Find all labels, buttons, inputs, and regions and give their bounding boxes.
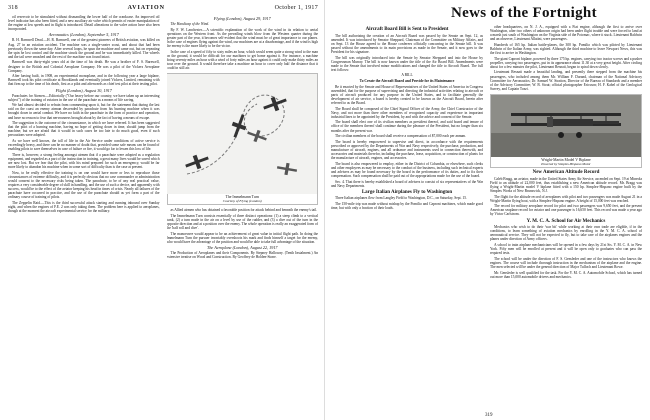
page-header: [8, 5, 318, 15]
paragraph: We had almost decided to refrain from commenting upon it, but for the statement that during the last raid on the coast an enemy airman descended by parachute from his burning machine when it was brought down in aerial combat. We have no faith in the parachute in the form of practice and operation, and have no reason to fear that nervousness brought about by the fact of having a means of escape.: [8, 103, 160, 120]
paragraph: The suggestion is the outcome of the circumstance, in which we have referred. It has been suggested that the pilot of a burning machine, having no hope of getting down in time, should jump from the machine; but we are afraid that it would in such cases be too late to do much good, even if such precautions were adopted.: [8, 121, 160, 138]
paragraph: Be it enacted by the Senate and House of Representatives of the United States of America in Congress assembled, that for the purpose of supervising and directing the industrial activities relating to aircraft or parts of aircraft produced for any purpose in the United States, and to facilitate generally the development of air service, a board is hereby created to be known as the Aircraft Board, herein after referred to as the Board.: [331, 84, 483, 105]
bill-title: To Create the Aircraft Board and Provide for its Maintenance: [359, 79, 455, 84]
paragraph: The giant Caproni biplane, powered by three 175 hp. engines, carrying two tractor screws and a pusher propeller, carrying two passengers, put in its appearance about 11.30 at a very great height. After circling about for a few minutes the pilot, Lieutenant Resnati, began to spiral down slowly.: [490, 56, 642, 69]
figure-caption-title: Wright-Martin Model V Biplane: [541, 157, 591, 162]
article-heading: New American Altitude Record: [532, 170, 600, 176]
journal-title: AVIATION: [127, 5, 166, 11]
paragraph: The bill authorizing the creation of an Aircraft Board was passed by the Senate on Sept. 12, as amended. It was introduced by Senator Sheppard, Chairman of the Committee on Military Affairs, and on Sept. 13 the House agreed to the House conferees officially concurring in the Senate bill. It was passed without the amendments to its main provisions as made in the Senate, and it now goes to the President for his signature.: [331, 33, 483, 54]
paragraph: After having built, in 1908, an experimental monoplane, and in the following year a large biplane, Barnwell took his pilot certificate at Brooklands and eventually joined Vickers, Limited, remaining with that firm up to the time of his death, first as a pilot and afterwards as chief test pilot at their testing pilot.: [8, 74, 160, 87]
paragraph: The civilian members of the board shall receive a compensation of $7,000 each per annum.: [335, 134, 467, 139]
figure-caption-credit: Courtesy of Flying (London): [222, 199, 262, 204]
section-heading: Aeronautics (London), September 5, 1917: [48, 32, 119, 38]
paragraph: Three Italian airplanes flew from Langley Field to Washington, D.C., on Saturday, Sept. 15.: [335, 196, 467, 201]
paragraph: Lieutenant Resnati made a beautiful landing, and presently there stepped from the machine his passengers, who included among them Mr. William F. Durand, chairman of the National Advisory Committee for Aeronautics; Dr. Samuel W. Stratton, Director of the Bureau of Standards and a member of the Advisory Committee; W. B. Stout; official photographer Ericsson; H. F. Kabel of the Geological Survey, and Captain Tozzi.: [490, 70, 642, 91]
paragraph: The Immelmann Turn consists essentially of three distinct operations: (1) a steep climb to a vertical bank, (2) a turn made in the air on a level by use of the rudder, and (3) a dive out of the turn in the opposite direction and at a position over the enemy. The whole operation is really an exaggerated form of the 'half roll and dive'.: [166, 213, 318, 231]
paragraph: R. H. Barnwell Dead.—H. R. Barnwell, one of the greatest pioneers of British aviation, was killed on Aug. 27 in an aviation accident. The machine was a single-seater scout, and about that had been previously flown the same day. After several loops, he spun the machine and came out, but on repeating the spin he lost control and the machine struck the ground and he was immediately killed. The wheels and the tail were smashed and the rest of the machine was found intact.: [8, 38, 160, 59]
subheading: The Handicap of the Wind.: [170, 22, 210, 27]
page-number: 319: [485, 413, 493, 418]
immelmann-turn-illustration: [167, 74, 317, 194]
section-masthead: News of the Fortnight: [451, 5, 597, 21]
bill-label: A BILL: [401, 73, 413, 78]
paragraph: The Zeppelin Raid.—This is the third successful attack starting and running inbound over Sunday night, and when the engines of F.E. 2 was only taking them. The problem here is applied to aeroplanes, though at the moment the aircraft experimental service for the military.: [8, 200, 160, 214]
paragraph: oil reservoir to be stimulated without dismantling the lower half of the crankcase. An improved oil level indicator has also been fitted, and a new auxiliary air valve which permits of easier manipulation of the engine at low speeds and in flight is introduced. Detail alterations to the valve action have also been incorporated.: [8, 15, 160, 32]
article-heading: Y. M. C. A. School for Air Mechanics: [526, 218, 606, 224]
section-heading: Flying (London), August 29, 1917: [213, 16, 271, 21]
paragraph: Barnwell was thirty-eight years old at the time of his death. He was a brother of F. S. Barnwell, designer to the British and Colonial Aeroplane Company. He was a pilot of the Vickers Aeroplane Company.: [8, 60, 160, 73]
section-heading: The Aeroplane (London), August 22, 1917: [206, 245, 278, 251]
figure-caption-credit: Powered by Simplex-Hispano Motor: [541, 162, 591, 166]
right-column-1: [331, 25, 483, 280]
biplane-photo-figure: [490, 94, 642, 168]
section-heading: Flight (London), August 30, 1917: [55, 87, 112, 93]
paragraph: as Allied airmen who has obtained a favorable position for attack behind and beneath the enemy's tail.: [170, 208, 318, 213]
article-heading: Large Italian Airplanes Fly to Washington: [361, 189, 453, 195]
right-column-2: [490, 25, 642, 280]
paragraph: A school to train airplane mechanicians will be opened in a few days by 21st Sts. Y. M. C. A. in New York. Fifty men will be enrolled at present and it will be open only to graduates who can pass the required tests.: [490, 243, 642, 256]
left-column-2: [167, 15, 319, 261]
paragraph: The school will be under the direction of F. S. Gensleder and one of the instructors who knows the engines. The course will include thorough instruction in the mechanism of the airplane and the engine. The men selected will be under the general direction of Major Tulloch and Lieutenant Rowe.: [490, 256, 642, 269]
paragraph: Mr. Gensleder is well qualified for the task. For the Y. M. C. A. Automobile School, which has turned out more than 15,000 automobile drivers and mechanics.: [490, 270, 642, 279]
paragraph: The board is hereby empowered to supervise and direct, in accordance with the requirements prescribed or approved by the Departments of War and Navy respectively, the purchase, production, and manufacture of aircraft, engines, and all ordnance and instruments used in connection therewith, and accessories and materials therefor, including the purchase, lease, acquisition, or construction of plants for the manufacture of aircraft, engines, and accessories.: [331, 139, 483, 161]
paragraph: The board shall elect one of its civilian members as president thereof, and said board and tenure of office of the members thereof shall continue during the pleasure of the President, but no longer than six months after the present war.: [331, 120, 483, 133]
right-page: [325, 0, 650, 420]
paragraph: The Production of Aeroplanes and their Components. By Stepney Halloway. (Tenth Instalment.) An extensive treatise on Wood and Construction. By Geoffrey de Holden-Stone.: [166, 251, 318, 260]
figure-caption: [223, 194, 262, 204]
immelmann-turn-figure: [167, 73, 319, 205]
paragraph: [167, 22, 319, 26]
issue-date: October 1, 1917: [274, 5, 318, 11]
figure-caption-title: The Immelmann Turn: [225, 195, 259, 200]
paragraph: Mechanics who wish to do their 'war bit' while working at their own trade are eligible, if in the conditions, to learn something of aviation mechanics by enrolling in the Y. M. C. A. school of aeronautical service. They will not be expected to fly, but to take care of the airplanes engines and the planes under direction of Army officers.: [490, 225, 642, 242]
paragraph: Parachutes for Airmen.—Editorially ("Our heavy before our country, we have taken up an interesting subject") of the training of aviators in the use of the parachute as a means of life saving.: [8, 93, 160, 102]
page-number: 318: [8, 5, 18, 11]
paragraph: Sec. 4. That there is hereby established a board of advisers to consist of six representatives of the War and Navy Departments.: [331, 179, 483, 188]
paragraph: The 150-mile trip was made without mishap by the Pomilio and Caproni machines, which made good time, but with only a fraction of their loads.: [331, 201, 483, 211]
paragraph: The record for military aeroplane record for pilot and two passengers was 9,650 feet, and the present American seaplane record for aviator and one passenger is 16,650 feet. This record was made a year ago by Victor Carlstrom.: [490, 204, 642, 217]
paragraph: Hundreds of 165 hp. Italian battle-planes, the 300 hp. Pomilio which was piloted by Lieutenant Baldwin of the Italian Army, was sighted. Although the third machine to leave Newport News, this was the first to arrive in Washington.: [490, 42, 642, 56]
paragraph: The flight for the altitude record of aeroplanes with pilot and two passengers was made August 21 in a Wright-Martin flying boat, with a Simplex-Hispano engine. A height of 15,000 feet was reached.: [490, 194, 642, 203]
paragraph: other headquarters, on N. J. A., equipped with a Fiat engine, although the first to arrive over Washington, after two others of unknown origin had been under flight trouble and were forced to land at a marsh just south of Washington on the Virginia side of the Potomac, where it stuck. Lieutenant Baldwin and an observer, Lieutenant Allatini, were passengers.: [490, 25, 642, 42]
article-heading: Aircraft Board Bill is Sent to President: [365, 27, 449, 32]
paragraph: The Board shall be composed of the Chief Signal Officer of the Army, the Chief Constructor of the Navy, and not more than three other members of recognized capacity and experience in important industrial lines to be appointed by the President, by and with the advice and consent of the Senate.: [331, 106, 483, 119]
left-column-1: [8, 15, 160, 261]
paragraph: Caleb Bragg, an aviator, made in the United States Army Air Service, ascended on Sept. 19 at Mineola Field to an altitude of 22,000 feet, thus establishing a new American altitude record. Mr. Bragg was flying a Wright-Martin model V biplane fitted with a 150 hp. Simplex-Hispano engine built by the Simplex Works of New Brunswick, N.J.: [490, 176, 642, 193]
biplane-photo: [491, 95, 641, 157]
paragraph: Now, to be really effective the training is on one would have more or less to reproduce those circumstances of extreme difficulty, and it is perfectly obvious that no case commander or administration would consent to the necessary risks being taken. The parachute, to be of any real practical value, requires a very considerable degree of skill in handling, and the use of such a device, and apparently with success, would be to the effect of the aviator keeping his head in times of crisis. Nearly all failures of the parachute have occurred in practice, and the use of the parachute should as yet form a part of the ordinary course of training of pilots.: [8, 170, 160, 200]
paragraph: In the case of a speed of fifty to sixty miles an hour, which would seem quite a strong wind to the man on the ground, it would be difficult for our machines to get home against it. For instance, a machine doing seventy miles an hour with a wind of forty miles an hour against it could only make thirty miles an hour over the ground. It would therefore take a machine an hour to cover only half the distance that it could in still air.: [166, 49, 318, 71]
figure-caption: [541, 157, 591, 167]
paragraph: By F. W. Lanchester.—A scientific explanation of the work of the wind in its relation to aerial operations on the Western front. As the prevailing winds blow from the Western quarter during the greater part of the year, it becomes self-evident that the wind must be of great importance to our planes. In the case of engines flying against the wind, our machines are at a disadvantage, and if the wind is high the enemy is the more likely to be the victor.: [166, 27, 318, 49]
paragraph: The board is also empowered to employ, either in the District of Columbia, or elsewhere, such clerks and other employees as may be necessary to the conduct of the business, including such technical experts and advisers as may be found necessary by the board in the performance of its duties, and to fix their compensation. Such compensation shall be paid out of the appropriations made for the use of the board.: [331, 161, 483, 178]
paragraph: The bill was originally introduced into the Senate by Senator Sheppard and into the House by Congressman Murray. The bill is now known under the title of the Air Board Bill. Amendments were made to the Senate that involved minor modifications and changed the title to Aircraft Board. The full text follows:: [331, 55, 483, 72]
paragraph: As we have well known, the toll of life in the Air Service under conditions of active service is exceedingly heavy, and there can be no manner of doubt that, provided some safe means can be found of enabling pilots to save themselves in case of failure or fire, it would go far to lessen this loss of life.: [8, 139, 160, 152]
paragraph: The manoeuvre would appear to be an achievement of great value in initial flight path. In doing the Immelmann Turn the pursuer invariably overshoots his mark and finds himself a target for the enemy, who would have the advantage of the position and would be able to take full advantage of the situation.: [166, 231, 318, 244]
paragraph: There is, however, a strong feeling amongst airmen that if a parachute were adopted as a regulation equipment, and regarded as a part of the instruction in training, a great many lives would be saved which are now lost. But we fear that the pilot, with his mind prepared for such an emergency, would be far more likely to abandon his machine when in some sort of difficulty than is the case at present.: [8, 152, 160, 170]
